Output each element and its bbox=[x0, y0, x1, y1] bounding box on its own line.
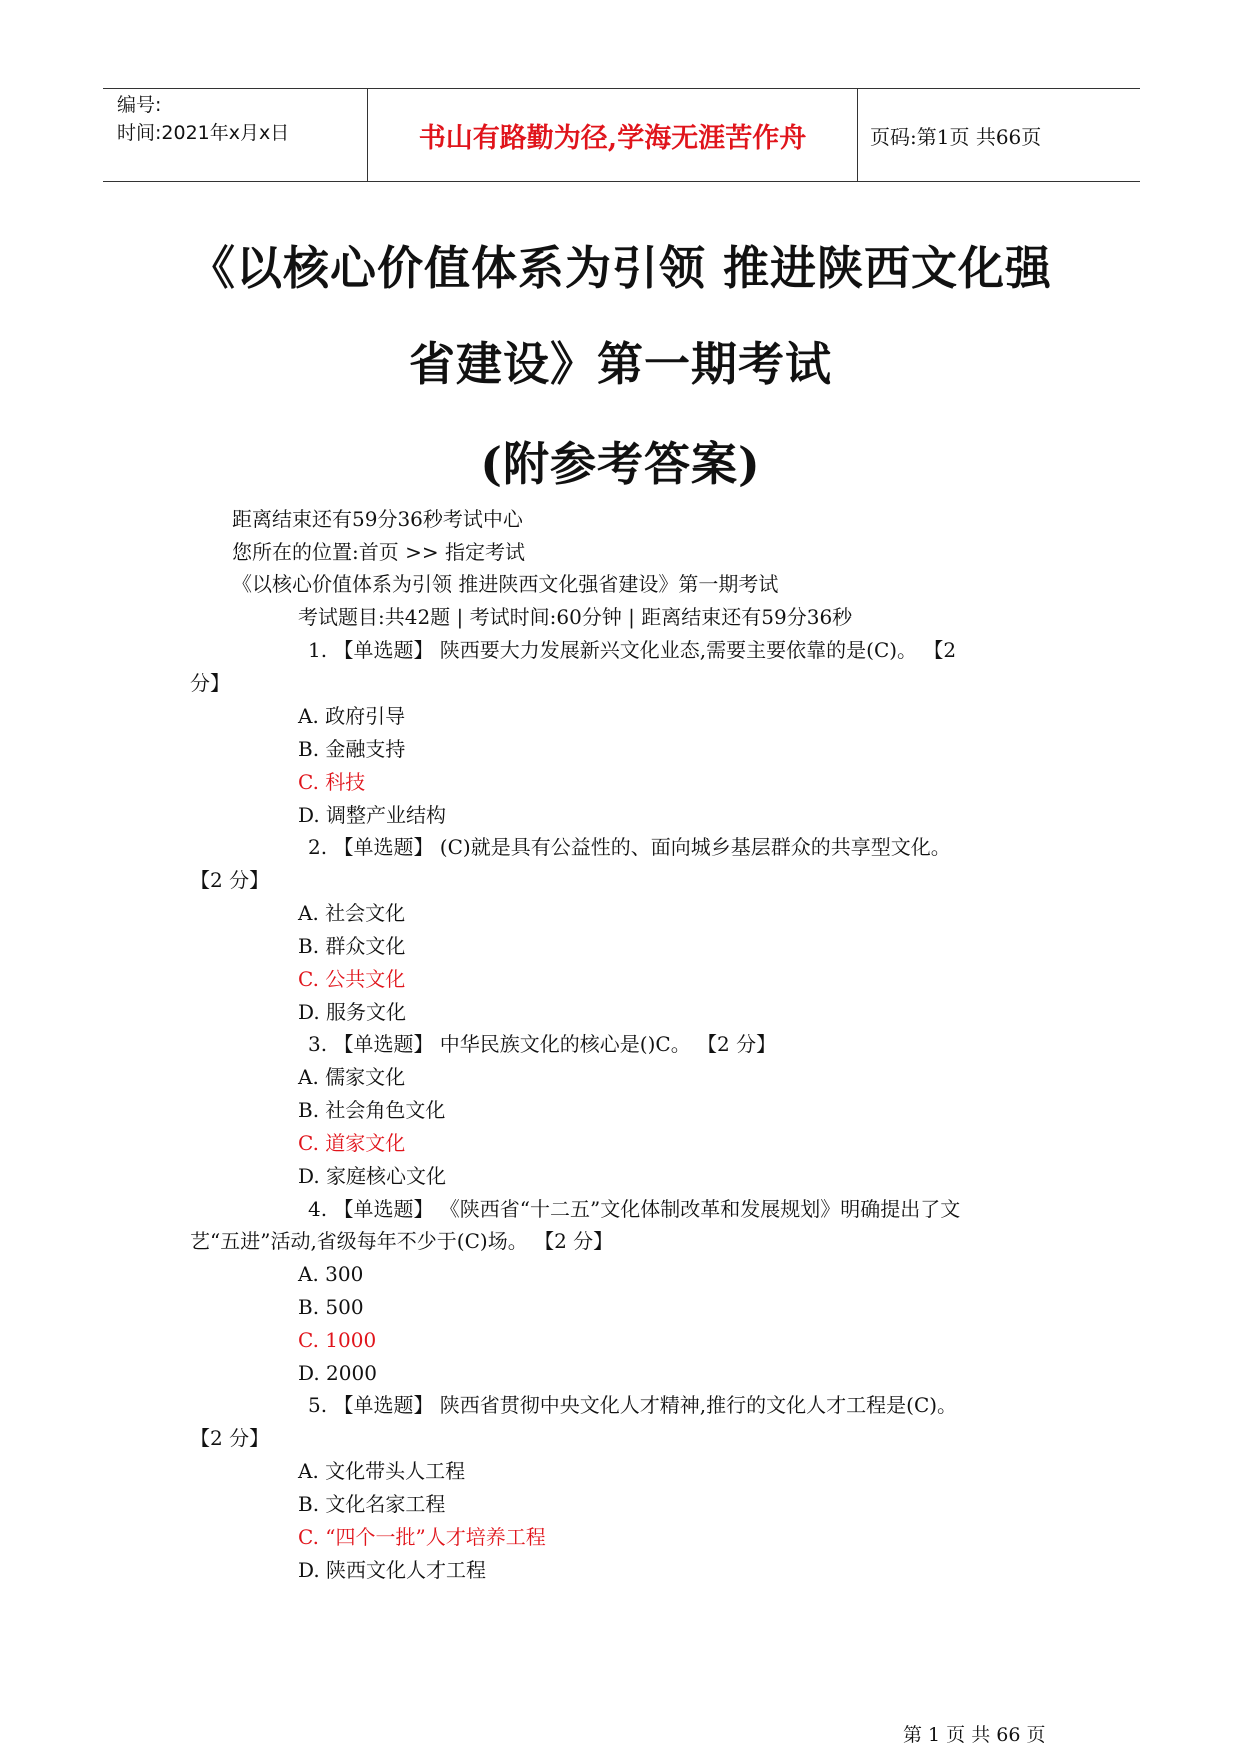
doc-title-line-2: 省建设》第一期考试 bbox=[409, 337, 832, 391]
question-2-option-c-correct: C. 公共文化 bbox=[298, 967, 406, 991]
document-number-label: 编号: bbox=[117, 94, 162, 116]
breadcrumb: 您所在的位置:首页 >> 指定考试 bbox=[232, 540, 525, 564]
question-2-option-a: A. 社会文化 bbox=[298, 901, 406, 925]
exam-name: 《以核心价值体系为引领 推进陕西文化强省建设》第一期考试 bbox=[232, 572, 779, 596]
question-1-option-b: B. 金融支持 bbox=[298, 737, 406, 761]
document-time: 时间:2021年x月x日 bbox=[117, 122, 290, 144]
page-header bbox=[103, 88, 1140, 182]
header-meta bbox=[103, 89, 368, 181]
question-2-stem: 2. 【单选题】 (C)就是具有公益性的、面向城乡基层群众的共享型文化。 bbox=[308, 835, 951, 859]
doc-title-line-3: (附参考答案) bbox=[480, 437, 761, 491]
question-4-option-c-correct: C. 1000 bbox=[298, 1328, 377, 1352]
question-5-option-a: A. 文化带头人工程 bbox=[298, 1459, 466, 1483]
question-3-option-d: D. 家庭核心文化 bbox=[298, 1164, 447, 1188]
exam-timer: 距离结束还有59分36秒考试中心 bbox=[232, 507, 523, 531]
question-2-option-d: D. 服务文化 bbox=[298, 1000, 407, 1024]
question-5-option-c-correct: C. “四个一批”人才培养工程 bbox=[298, 1525, 546, 1549]
question-4-option-b: B. 500 bbox=[298, 1295, 364, 1319]
header-motto: 书山有路勤为径,学海无涯苦作舟 bbox=[368, 89, 858, 181]
exam-summary: 考试题目:共42题 | 考试时间:60分钟 | 距离结束还有59分36秒 bbox=[298, 605, 853, 629]
question-4-option-a: A. 300 bbox=[298, 1262, 364, 1286]
question-1-option-a: A. 政府引导 bbox=[298, 704, 406, 728]
question-1-stem-cont: 分】 bbox=[190, 671, 230, 695]
page-footer: 第 1 页 共 66 页 bbox=[903, 1724, 1046, 1746]
question-1-stem: 1. 【单选题】 陕西要大力发展新兴文化业态,需要主要依靠的是(C)。 【2 bbox=[308, 638, 957, 662]
question-2-option-b: B. 群众文化 bbox=[298, 934, 406, 958]
question-1-option-d: D. 调整产业结构 bbox=[298, 803, 447, 827]
question-5-option-d: D. 陕西文化人才工程 bbox=[298, 1558, 487, 1582]
question-4-stem-cont: 艺“五进”活动,省级每年不少于(C)场。 【2 分】 bbox=[190, 1229, 614, 1253]
question-4-option-d: D. 2000 bbox=[298, 1361, 377, 1385]
question-3-option-b: B. 社会角色文化 bbox=[298, 1098, 446, 1122]
question-5-option-b: B. 文化名家工程 bbox=[298, 1492, 446, 1516]
question-1-option-c-correct: C. 科技 bbox=[298, 770, 366, 794]
question-5-stem: 5. 【单选题】 陕西省贯彻中央文化人才精神,推行的文化人才工程是(C)。 bbox=[308, 1393, 958, 1417]
question-3-option-a: A. 儒家文化 bbox=[298, 1065, 406, 1089]
header-page-code: 页码:第1页 共66页 bbox=[870, 124, 1042, 149]
question-3-option-c-correct: C. 道家文化 bbox=[298, 1131, 406, 1155]
question-2-stem-cont: 【2 分】 bbox=[190, 868, 270, 892]
question-5-stem-cont: 【2 分】 bbox=[190, 1426, 270, 1450]
question-3-stem: 3. 【单选题】 中华民族文化的核心是()C。 【2 分】 bbox=[308, 1032, 777, 1056]
doc-title-line-1: 《以核心价值体系为引领 推进陕西文化强 bbox=[188, 241, 1052, 295]
question-4-stem: 4. 【单选题】 《陕西省“十二五”文化体制改革和发展规划》明确提出了文 bbox=[308, 1197, 961, 1221]
